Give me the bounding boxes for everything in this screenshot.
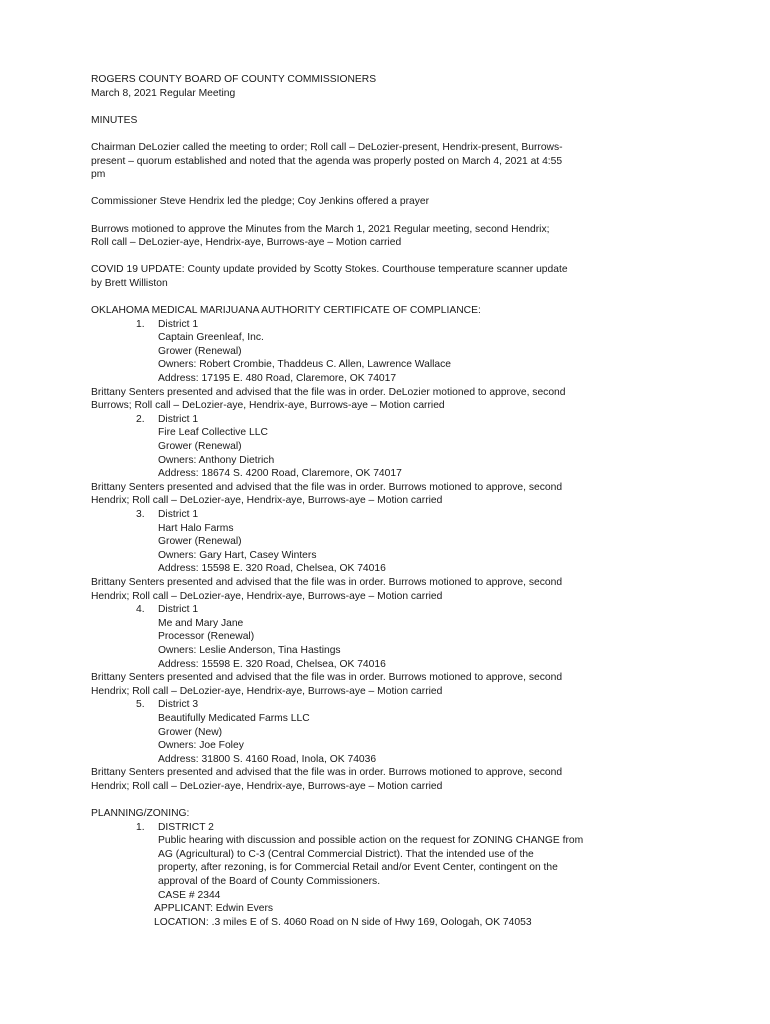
ommac-item-3 <box>91 508 691 603</box>
item-result: Hendrix; Roll call – DeLozier-aye, Hendrix-aye, Burrows-aye – Motion carried <box>91 780 443 792</box>
item-address: Address: 18674 S. 4200 Road, Claremore, OK 74017 <box>158 468 402 480</box>
ommac-item-1 <box>91 318 691 413</box>
case-number: CASE # 2344 <box>158 889 221 901</box>
item-license-type: Grower (Renewal) <box>158 345 242 357</box>
item-district: District 1 <box>158 509 199 520</box>
item-description: property, after rezoning, is for Commercial Retail and/or Event Center, contingent on the <box>158 862 558 874</box>
ommac-item-2 <box>91 413 691 508</box>
item-result: Burrows; Roll call – DeLozier-aye, Hendrix-aye, Burrows-aye – Motion carried <box>91 400 445 412</box>
item-number: 2. <box>136 413 145 425</box>
applicant: APPLICANT: Edwin Evers <box>154 903 274 915</box>
item-business-name: Captain Greenleaf, Inc. <box>158 332 264 344</box>
minutes-motion-paragraph: Burrows motioned to approve the Minutes from the March 1, 2021 Regular meeting, second Hendrix; Roll call – DeLozier-aye, Hendrix-aye, Burrows-aye – Motion carried <box>91 223 550 249</box>
item-business-name: Me and Mary Jane <box>158 617 244 629</box>
item-result: Brittany Senters presented and advised that the file was in order. Burrows motioned to approve, second <box>91 672 563 684</box>
item-number: 4. <box>136 604 145 616</box>
item-owners: Owners: Joe Foley <box>158 740 244 752</box>
item-result: Hendrix; Roll call – DeLozier-aye, Hendrix-aye, Burrows-aye – Motion carried <box>91 685 443 697</box>
doc-title: MINUTES <box>91 114 138 126</box>
item-business-name: Fire Leaf Collective LLC <box>158 427 268 439</box>
item-address: Address: 17195 E. 480 Road, Claremore, OK 74017 <box>158 373 397 385</box>
ommac-item-4 <box>91 603 691 698</box>
item-result: Brittany Senters presented and advised that the file was in order. Burrows motioned to approve, second <box>91 481 563 493</box>
item-owners: Owners: Leslie Anderson, Tina Hastings <box>158 644 341 656</box>
meeting-date: March 8, 2021 Regular Meeting <box>91 87 236 99</box>
item-district: District 1 <box>158 318 199 330</box>
item-address: Address: 31800 S. 4160 Road, Inola, OK 74036 <box>158 753 377 765</box>
item-result: Hendrix; Roll call – DeLozier-aye, Hendrix-aye, Burrows-aye – Motion carried <box>91 495 443 507</box>
item-result: Hendrix; Roll call – DeLozier-aye, Hendrix-aye, Burrows-aye – Motion carried <box>91 590 443 602</box>
item-owners: Owners: Anthony Dietrich <box>158 454 275 466</box>
ommac-heading: OKLAHOMA MEDICAL MARIJUANA AUTHORITY CERTIFICATE OF COMPLIANCE: <box>91 305 481 317</box>
item-owners: Owners: Robert Crombie, Thaddeus C. Allen, Lawrence Wallace <box>158 359 452 371</box>
item-district: DISTRICT 2 <box>158 821 214 833</box>
item-license-type: Grower (Renewal) <box>158 441 242 453</box>
item-license-type: Grower (Renewal) <box>158 536 242 548</box>
item-district: District 1 <box>158 604 199 616</box>
item-result: Brittany Senters presented and advised that the file was in order. Burrows motioned to approve, second <box>91 767 563 779</box>
planning-item-1 <box>91 821 691 930</box>
ommac-item-5 <box>91 698 691 793</box>
item-license-type: Grower (New) <box>158 726 223 738</box>
item-description: AG (Agricultural) to C-3 (Central Commercial District). That the intended use of the <box>158 848 534 860</box>
item-business-name: Hart Halo Farms <box>158 522 234 534</box>
item-result: Brittany Senters presented and advised that the file was in order. Burrows motioned to approve, second <box>91 576 563 588</box>
item-number: 1. <box>136 318 145 330</box>
item-number: 5. <box>136 699 145 711</box>
item-description: Public hearing with discussion and possible action on the request for ZONING CHANGE from <box>158 835 584 847</box>
call-to-order-paragraph: Chairman DeLozier called the meeting to order; Roll call – DeLozier-present, Hendrix-present, Burrows- present – quorum established and noted that the agenda was properly posted on March 4, 2021 at 4:55 pm <box>91 141 563 181</box>
item-number: 3. <box>136 509 145 520</box>
item-business-name: Beautifully Medicated Farms LLC <box>158 712 310 724</box>
item-license-type: Processor (Renewal) <box>158 631 255 643</box>
item-district: District 3 <box>158 699 199 711</box>
planning-zoning-heading: PLANNING/ZONING: <box>91 808 190 820</box>
item-address: Address: 15598 E. 320 Road, Chelsea, OK 74016 <box>158 563 386 575</box>
minutes-body <box>91 73 691 929</box>
item-description: approval of the Board of County Commissioners. <box>158 876 381 888</box>
item-owners: Owners: Gary Hart, Casey Winters <box>158 549 317 561</box>
item-result: Brittany Senters presented and advised that the file was in order. DeLozier motioned to approve, second <box>91 386 566 398</box>
item-address: Address: 15598 E. 320 Road, Chelsea, OK 74016 <box>158 658 386 670</box>
item-district: District 1 <box>158 413 199 425</box>
covid-update-paragraph: COVID 19 UPDATE: County update provided by Scotty Stokes. Courthouse temperature scanner update by Brett Williston <box>91 264 568 289</box>
item-number: 1. <box>136 821 145 833</box>
location: LOCATION: .3 miles E of S. 4060 Road on N side of Hwy 169, Oologah, OK 74053 <box>154 916 532 928</box>
org-name: ROGERS COUNTY BOARD OF COUNTY COMMISSIONERS <box>91 74 377 85</box>
pledge-paragraph: Commissioner Steve Hendrix led the pledge; Coy Jenkins offered a prayer <box>91 196 430 208</box>
